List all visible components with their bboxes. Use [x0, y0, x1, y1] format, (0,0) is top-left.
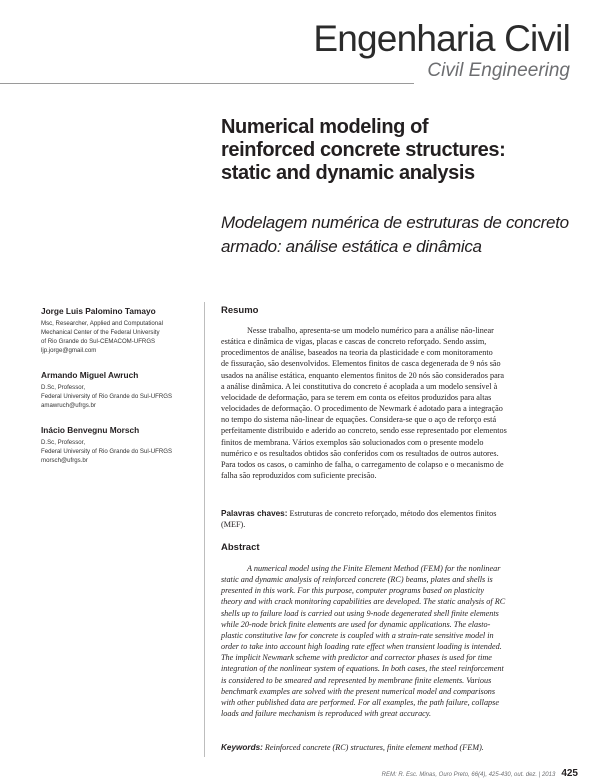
journal-title: Engenharia Civil	[313, 18, 570, 59]
resumo-line: Nesse trabalho, apresenta-se um modelo numérico para a análise não-linear	[247, 326, 494, 335]
author-block	[41, 370, 206, 410]
abstract-line: presented in this work. For this purpose, computer programs based on plasticity	[221, 586, 484, 596]
author-affiliation: of Rio Grande do Sul-CEMACOM-UFRGS	[41, 338, 156, 345]
abstract-line: plastic constitutive law for concrete is coupled with a strain-rate sensitive model in	[221, 630, 494, 640]
palavras-chave	[221, 508, 571, 530]
resumo-line: velocidade de deformação, para se terem em conta os efeitos produzidos para altas	[221, 392, 492, 402]
abstract-line: theory and with crack monitoring capabilities are developed. The static analysis of RC	[221, 597, 506, 607]
resumo-line: perfeitamente distribuido e aderido ao concreto, sendo esse representado por elementos	[221, 426, 507, 436]
abstract-line: A numerical model using the Finite Element Method (FEM) for the nonlinear	[247, 564, 501, 573]
author-affiliation: Msc, Researcher, Applied and Computational	[41, 320, 163, 327]
author-affiliation: Mechanical Center of the Federal University	[41, 329, 160, 336]
page-footer	[382, 763, 578, 781]
resumo-text	[221, 325, 571, 481]
abstract-line: is considered to be smeared and represented by membrane finite elements. Various	[221, 675, 492, 685]
author-name: Inácio Benvegnu Morsch	[41, 425, 140, 435]
author-affiliation: Federal University of Rio Grande do Sul-UFRGS	[41, 448, 173, 455]
author-name: Armando Miguel Awruch	[41, 370, 139, 380]
resumo-line: falha são reproduzidos com suficiente precisão.	[221, 471, 377, 481]
journal-subtitle: Civil Engineering	[427, 60, 570, 81]
resumo-line: Para todos os casos, o caminho de falha, o carregamento de colapso e o mecanismo de	[221, 459, 504, 469]
title-line: static and dynamic analysis	[221, 162, 475, 184]
resumo-line: numérico e os resultados obtidos são conferidos com os resultados de outros autores.	[221, 448, 499, 458]
author-affiliation: Federal University of Rio Grande do Sul-UFRGS	[41, 393, 173, 400]
abstract-heading: Abstract	[221, 542, 260, 553]
palavras-text: Estruturas de concreto reforçado, método dos elementos finitos	[289, 509, 497, 518]
resumo-line: a análise dinâmica. A lei constitutiva do concreto é acoplada a um modelo sensível à	[221, 381, 498, 391]
keywords	[221, 742, 571, 753]
subtitle-line: Modelagem numérica de estruturas de concreto	[221, 213, 569, 232]
resumo-line: estática e dinâmica de vigas, placas e cascas de concreto reforçado. Sendo assim,	[221, 337, 487, 347]
keywords-text: Reinforced concrete (RC) structures, finite element method (FEM).	[264, 743, 484, 752]
palavras-text: (MEF).	[221, 520, 246, 530]
author-block	[41, 306, 206, 355]
abstract-line: shells up to failure load is carried out using 9-node degenerated shell finite elements	[221, 608, 499, 618]
abstract-line: order to take into account high loading rate effect when transient loading is intended.	[221, 642, 502, 652]
abstract-line: integration of the nonlinear system of equations. In both cases, the steel reinforcement	[221, 664, 504, 674]
column-divider	[204, 302, 205, 757]
resumo-line: usados na análise estática, enquanto elementos finitos de 20 nós são considerados para	[221, 370, 505, 380]
abstract-line: loads and failure mechanism is reproduced with great accuracy.	[221, 709, 432, 719]
keywords-label: Keywords:	[221, 743, 263, 752]
abstract-line: with other published data are performed. For all examples, the path failure, collapse	[221, 697, 499, 707]
resumo-heading: Resumo	[221, 305, 259, 316]
author-email: ljp.jorge@gmail.com	[41, 347, 97, 354]
title-line: Numerical modeling of	[221, 116, 429, 138]
author-email: amawruch@ufrgs.br	[41, 402, 96, 409]
title-line: reinforced concrete structures:	[221, 139, 506, 161]
abstract-line: static and dynamic analysis of reinforced concrete (RC) beams, plates and shells is	[221, 575, 493, 585]
article-subtitle	[221, 211, 571, 259]
abstract-line: The implicit Newmark scheme with predictor and corrector phases is used for time	[221, 653, 492, 663]
resumo-line: de fissuração, são desenvolvidos. Elementos finitos de casca degenerada de 9 nós são	[221, 359, 501, 369]
footer-citation: REM: R. Esc. Minas, Ouro Preto, 66(4), 425-430, out. dez. | 2013	[381, 772, 556, 778]
resumo-line: no tempo do sistema não-linear de equações. Considera-se que o aço de reforço está	[221, 415, 497, 425]
page-number: 425	[561, 768, 578, 779]
abstract-line: benchmark examples are solved with the present numerical model and comparisons	[221, 686, 496, 696]
resumo-line: procedimentos de análise, baseados na teoria da plasticidade e com monitoramento	[221, 348, 493, 358]
resumo-line: finitos de membrana. Vários exemplos são solucionados com o presente modelo	[221, 437, 484, 447]
abstract-line: while 20-node brick finite elements are used for dynamic applications. The elasto-	[221, 619, 491, 629]
resumo-line: velocidades de deformação. O procedimento de Newmark é adotado para a integração	[221, 404, 503, 414]
author-affiliation: D.Sc, Professor,	[41, 439, 86, 446]
authors-column	[41, 306, 206, 480]
author-block	[41, 425, 206, 465]
author-name: Jorge Luis Palomino Tamayo	[41, 306, 156, 316]
article-title	[221, 116, 571, 185]
author-email: morsch@ufrgs.br	[41, 457, 88, 464]
subtitle-line: armado: análise estática e dinâmica	[221, 237, 482, 256]
author-affiliation: D.Sc, Professor,	[41, 384, 86, 391]
abstract-text	[221, 563, 571, 719]
palavras-label: Palavras chaves:	[221, 509, 288, 518]
masthead-rule	[0, 83, 414, 84]
